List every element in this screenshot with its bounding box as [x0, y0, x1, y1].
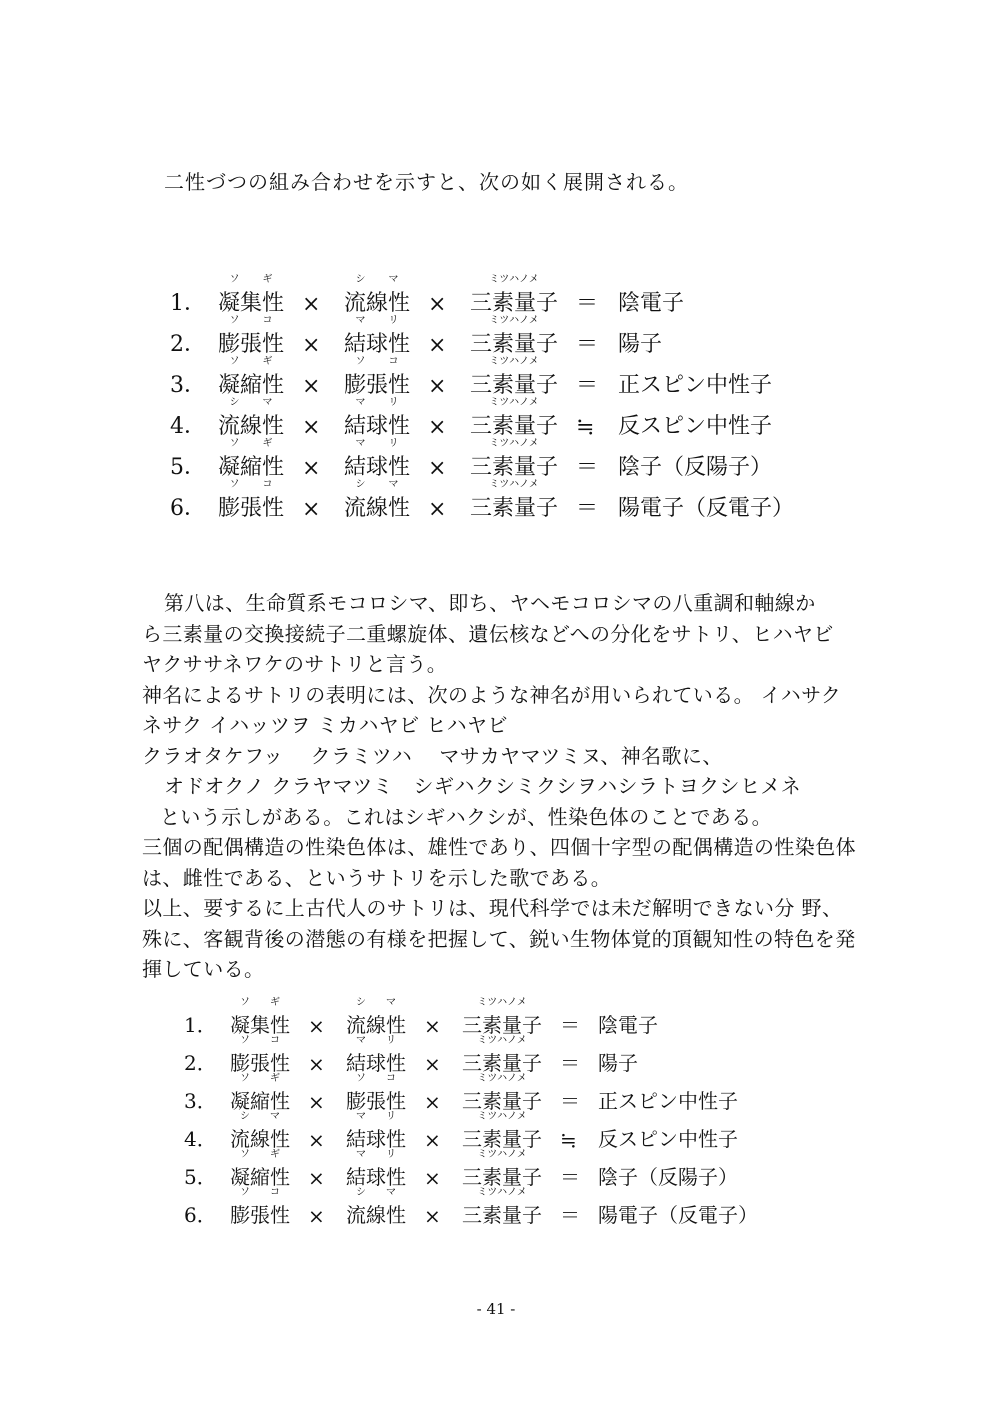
ruby-char: ソ [229, 274, 240, 285]
ruby-reading [230, 1188, 290, 1198]
ruby-char: マ [262, 397, 273, 408]
ruby-reading [218, 316, 284, 326]
equals-operator [560, 1199, 580, 1228]
equals-operator [576, 286, 598, 317]
ruby-char: ソ [229, 438, 240, 449]
row-number-text: 2． [184, 1051, 217, 1075]
ruby-reading [346, 1150, 406, 1160]
body-line: 神名によるサトリの表明には、次のような神名が用いられている。 イハサク [142, 682, 842, 707]
ruby-reading: ミツハノメ [477, 997, 527, 1008]
term-b-text: 膨張性 [346, 1089, 406, 1113]
term-b [344, 397, 411, 440]
ruby-char: コ [386, 1073, 396, 1084]
body-line: 第八は、生命質系モコロシマ、即ち、ヤヘモコロシマの八重調和軸線か [164, 591, 816, 615]
term-b-text: 結球性 [346, 1127, 406, 1151]
ruby-reading [346, 1074, 406, 1084]
ruby-char: シ [229, 397, 240, 408]
term-b [346, 997, 406, 1038]
term-c [462, 1149, 542, 1190]
term-b-text: 膨張性 [344, 373, 411, 398]
times-operator-text: × [428, 333, 447, 358]
row-number-text: 1． [170, 291, 206, 316]
ruby-reading: ミツハノメ [489, 438, 539, 449]
term-b [344, 356, 411, 399]
term-c-text: 三素量子 [462, 1013, 542, 1037]
equals-operator [576, 415, 594, 440]
ruby-char: コ [262, 315, 273, 326]
times-operator-text: × [308, 1090, 325, 1114]
term-b [346, 1035, 406, 1076]
term-b [344, 479, 411, 522]
times-operator [302, 456, 320, 481]
times-operator [428, 374, 446, 399]
times-operator [428, 415, 446, 440]
term-b [346, 1073, 406, 1114]
term-a-text: 凝集性 [230, 1013, 290, 1037]
times-operator-text: × [302, 374, 321, 399]
term-a-text: 凝縮性 [230, 1165, 290, 1189]
term-b-text: 結球性 [346, 1165, 406, 1189]
times-operator [428, 333, 446, 358]
times-operator [308, 1128, 325, 1152]
times-operator [428, 456, 446, 481]
equals-operator [560, 1085, 580, 1114]
ruby-reading [230, 1150, 290, 1160]
result [618, 368, 772, 399]
result [598, 1123, 738, 1152]
equals-operator [576, 491, 598, 522]
times-operator-text: × [428, 415, 447, 440]
term-a [218, 356, 285, 399]
times-operator-text: × [424, 1090, 441, 1114]
ruby-char: ギ [262, 356, 273, 367]
term-a [230, 1111, 290, 1152]
ruby-reading [218, 480, 284, 490]
ruby-reading [344, 398, 410, 408]
page-number: - 41 - [476, 1300, 516, 1318]
times-operator-text: × [424, 1052, 441, 1076]
ruby-reading [346, 998, 406, 1008]
ruby-char: ソ [240, 997, 250, 1008]
row-number-text: 4． [170, 414, 206, 439]
ruby-char: シ [356, 1187, 366, 1198]
equals-operator-text: ＝ [560, 1203, 580, 1227]
result-text: 正スピン中性子 [598, 1089, 738, 1113]
ruby-reading: ミツハノメ [489, 397, 539, 408]
times-operator [424, 1052, 441, 1076]
body-line: という示しがある。これはシギハクシが、性染色体のことである。 [160, 804, 772, 829]
term-c-text: 三素量子 [470, 496, 559, 521]
row-number [184, 1009, 217, 1038]
equals-operator-text: ＝ [576, 373, 599, 398]
intro-sentence: 二性づつの組み合わせを示すと、次の如く展開される。 [164, 170, 689, 194]
ruby-reading [218, 439, 284, 449]
result [618, 491, 794, 522]
term-a [218, 438, 285, 481]
ruby-reading [344, 357, 410, 367]
times-operator-text: × [302, 333, 321, 358]
result-text: 陽電子（反電子） [598, 1203, 758, 1227]
ruby-reading [344, 480, 410, 490]
result-text: 反スピン中性子 [618, 414, 773, 439]
ruby-reading [344, 275, 410, 285]
term-c [470, 274, 559, 317]
term-b-text: 結球性 [346, 1051, 406, 1075]
times-operator-text: × [308, 1052, 325, 1076]
row-number-text: 3． [170, 373, 206, 398]
result-text: 陽電子（反電子） [618, 496, 795, 521]
ruby-char: コ [270, 1035, 280, 1046]
equals-operator [576, 368, 598, 399]
ruby-char: リ [388, 315, 399, 326]
ruby-char: コ [388, 356, 399, 367]
ruby-reading [230, 1074, 290, 1084]
ruby-reading: ミツハノメ [477, 1035, 527, 1046]
equals-operator [560, 1161, 580, 1190]
ruby-reading [346, 1112, 406, 1122]
times-operator-text: × [308, 1128, 325, 1152]
body-line: 三個の配偶構造の性染色体は、雄性であり、四個十字型の配偶構造の性染色体 [142, 835, 856, 859]
term-a-text: 凝縮性 [218, 455, 285, 480]
result-text: 陰電子 [618, 291, 685, 316]
row-number-text: 6． [170, 496, 206, 521]
ruby-reading: ミツハノメ [489, 315, 539, 326]
ruby-char: マ [386, 1187, 396, 1198]
ruby-char: シ [240, 1111, 250, 1122]
result [618, 286, 684, 317]
times-operator-text: × [424, 1014, 441, 1038]
term-a [230, 1149, 290, 1190]
ruby-reading [230, 1036, 290, 1046]
equals-operator-text: ＝ [560, 1013, 580, 1037]
term-b [344, 274, 411, 317]
result [598, 1085, 738, 1114]
ruby-char: マ [388, 479, 399, 490]
term-a [218, 315, 285, 358]
body-line: 以上、要するに上古代人のサトリは、現代科学では未だ解明できない分 野、 [142, 896, 843, 920]
term-a-text: 膨張性 [230, 1203, 290, 1227]
ruby-char: ギ [270, 1149, 280, 1160]
term-b-text: 結球性 [344, 332, 411, 357]
body-line: クラオタケフッ クラミツハ マサカヤマツミヌ、神名歌に、 [142, 743, 723, 768]
times-operator [302, 497, 320, 522]
ruby-reading: ミツハノメ [489, 479, 539, 490]
ruby-reading [346, 1188, 406, 1198]
times-operator-text: × [424, 1128, 441, 1152]
term-a [230, 997, 290, 1038]
times-operator [302, 374, 320, 399]
equals-operator [576, 327, 598, 358]
term-c-text: 三素量子 [462, 1165, 542, 1189]
term-c [462, 1073, 542, 1114]
term-c [462, 997, 542, 1038]
body-text [142, 588, 862, 985]
term-a-text: 流線性 [218, 414, 285, 439]
term-a [230, 1187, 290, 1228]
body-line: ら三素量の交換接続子二重螺旋体、遺伝核などへの分化をサトリ、ヒハヤビ [142, 621, 834, 646]
ruby-char: マ [355, 397, 366, 408]
ruby-char: マ [356, 1035, 366, 1046]
ruby-char: ソ [240, 1035, 250, 1046]
ruby-reading [346, 1036, 406, 1046]
body-line: ヤクササネワケのサトリと言う。 [142, 652, 448, 676]
row-number [170, 286, 206, 317]
ruby-char: ギ [270, 1073, 280, 1084]
row-number [184, 1199, 217, 1228]
term-c [470, 315, 559, 358]
times-operator-text: × [302, 456, 321, 481]
ruby-char: ソ [240, 1149, 250, 1160]
ruby-char: シ [356, 997, 366, 1008]
times-operator [424, 1204, 441, 1228]
times-operator-text: × [302, 497, 321, 522]
result-text: 陰子（反陽子） [598, 1165, 738, 1189]
term-c [470, 397, 559, 440]
body-line: 殊に、客観背後の潜態の有様を把握して、鋭い生物体覚的頂観知性の特色を発 [142, 926, 856, 951]
ruby-reading: ミツハノメ [477, 1073, 527, 1084]
ruby-char: ソ [355, 356, 366, 367]
times-operator-text: × [428, 292, 447, 317]
ruby-reading [218, 275, 284, 285]
ruby-char: マ [356, 1149, 366, 1160]
ruby-reading: ミツハノメ [477, 1149, 527, 1160]
term-b [346, 1187, 406, 1228]
row-number-text: 5． [170, 455, 206, 480]
row-number [170, 491, 206, 522]
times-operator-text: × [424, 1166, 441, 1190]
ruby-char: ギ [270, 997, 280, 1008]
ruby-reading [344, 439, 410, 449]
times-operator [308, 1014, 325, 1038]
equals-operator [560, 1047, 580, 1076]
ruby-char: マ [355, 315, 366, 326]
ruby-reading: ミツハノメ [477, 1187, 527, 1198]
ruby-char: リ [386, 1111, 396, 1122]
ruby-reading: ミツハノメ [489, 274, 539, 285]
row-number [170, 450, 206, 481]
row-number-text: 1． [184, 1013, 217, 1037]
term-c-text: 三素量子 [462, 1127, 542, 1151]
times-operator-text: × [308, 1166, 325, 1190]
times-operator [428, 292, 446, 317]
ruby-char: ギ [262, 438, 273, 449]
ruby-char: マ [386, 997, 396, 1008]
term-b-text: 結球性 [344, 414, 411, 439]
equals-operator-text: ＝ [560, 1051, 580, 1075]
times-operator [308, 1090, 325, 1114]
term-c [470, 356, 559, 399]
times-operator-text: × [308, 1204, 325, 1228]
body-line: ネサク イハッツヲ ミカハヤビ ヒハヤビ [142, 713, 508, 737]
result-text: 陽子 [618, 332, 663, 357]
term-a [218, 274, 285, 317]
ruby-reading [230, 1112, 290, 1122]
equals-operator [576, 450, 598, 481]
term-c-text: 三素量子 [470, 291, 559, 316]
term-b [346, 1149, 406, 1190]
ruby-char: マ [388, 274, 399, 285]
times-operator [302, 292, 320, 317]
times-operator [302, 333, 320, 358]
result [598, 1009, 658, 1038]
term-a-text: 凝縮性 [218, 373, 285, 398]
ruby-char: ソ [229, 479, 240, 490]
times-operator [424, 1166, 441, 1190]
result [618, 450, 772, 481]
ruby-char: シ [355, 274, 366, 285]
term-c-text: 三素量子 [462, 1203, 542, 1227]
result [598, 1161, 738, 1190]
row-number-text: 4． [184, 1127, 217, 1151]
row-number-text: 3． [184, 1089, 217, 1113]
term-b [344, 315, 411, 358]
ruby-reading [218, 357, 284, 367]
term-c [462, 1111, 542, 1152]
ruby-char: コ [270, 1187, 280, 1198]
row-number [170, 409, 206, 440]
term-b [346, 1111, 406, 1152]
ruby-char: リ [386, 1035, 396, 1046]
term-b-text: 流線性 [344, 291, 411, 316]
term-c [470, 479, 559, 522]
term-c [462, 1035, 542, 1076]
term-a [230, 1035, 290, 1076]
body-line: 揮している。 [142, 957, 265, 981]
equals-operator-text: ≒ [576, 415, 595, 440]
ruby-char: シ [355, 479, 366, 490]
row-number [170, 327, 206, 358]
term-c-text: 三素量子 [470, 414, 559, 439]
equals-operator-text: ＝ [560, 1089, 580, 1113]
ruby-char: マ [355, 438, 366, 449]
equals-operator-text: ≒ [560, 1128, 577, 1152]
times-operator-text: × [302, 415, 321, 440]
times-operator-text: × [428, 497, 447, 522]
term-c [470, 438, 559, 481]
term-c-text: 三素量子 [462, 1089, 542, 1113]
equals-operator-text: ＝ [576, 455, 599, 480]
term-a-text: 膨張性 [218, 496, 285, 521]
times-operator [308, 1204, 325, 1228]
equals-operator [560, 1009, 580, 1038]
term-c-text: 三素量子 [470, 373, 559, 398]
ruby-reading: ミツハノメ [477, 1111, 527, 1122]
times-operator [424, 1128, 441, 1152]
term-a-text: 凝集性 [218, 291, 285, 316]
term-b-text: 流線性 [346, 1203, 406, 1227]
row-number-text: 5． [184, 1165, 217, 1189]
row-number [184, 1085, 217, 1114]
ruby-char: マ [356, 1111, 366, 1122]
ruby-char: リ [388, 438, 399, 449]
term-c-text: 三素量子 [462, 1051, 542, 1075]
equals-operator-text: ＝ [576, 496, 599, 521]
ruby-char: ソ [240, 1187, 250, 1198]
ruby-char: ソ [240, 1073, 250, 1084]
term-b-text: 流線性 [346, 1013, 406, 1037]
term-b [344, 438, 411, 481]
term-c [462, 1187, 542, 1228]
term-a [218, 397, 285, 440]
result-text: 反スピン中性子 [598, 1127, 738, 1151]
times-operator-text: × [424, 1204, 441, 1228]
equals-operator-text: ＝ [560, 1165, 580, 1189]
row-number [184, 1123, 217, 1152]
ruby-char: ソ [356, 1073, 366, 1084]
row-number [170, 368, 206, 399]
times-operator [424, 1090, 441, 1114]
row-number-text: 6． [184, 1203, 217, 1227]
times-operator [302, 415, 320, 440]
equals-operator [560, 1128, 577, 1152]
term-c-text: 三素量子 [470, 455, 559, 480]
ruby-char: ソ [229, 315, 240, 326]
result-text: 陽子 [598, 1051, 638, 1075]
times-operator [424, 1014, 441, 1038]
ruby-char: マ [270, 1111, 280, 1122]
times-operator-text: × [308, 1014, 325, 1038]
ruby-reading [344, 316, 410, 326]
result [618, 409, 772, 440]
ruby-char: コ [262, 479, 273, 490]
term-a [218, 479, 285, 522]
row-number [184, 1047, 217, 1076]
row-number-text: 2． [170, 332, 206, 357]
term-a-text: 凝縮性 [230, 1089, 290, 1113]
term-a [230, 1073, 290, 1114]
equals-operator-text: ＝ [576, 332, 599, 357]
ruby-char: ソ [229, 356, 240, 367]
row-number [184, 1161, 217, 1190]
result [598, 1199, 758, 1228]
term-c-text: 三素量子 [470, 332, 559, 357]
ruby-char: リ [388, 397, 399, 408]
equals-operator-text: ＝ [576, 291, 599, 316]
term-b-text: 流線性 [344, 496, 411, 521]
times-operator-text: × [302, 292, 321, 317]
times-operator [428, 497, 446, 522]
ruby-reading [230, 998, 290, 1008]
result-text: 正スピン中性子 [618, 373, 773, 398]
result [598, 1047, 638, 1076]
term-a-text: 膨張性 [230, 1051, 290, 1075]
body-line: オドオクノ クラヤマツミ シギハクシミクシヲハシラトヨクシヒメネ [164, 774, 802, 798]
ruby-reading: ミツハノメ [489, 356, 539, 367]
ruby-reading [218, 398, 284, 408]
times-operator [308, 1052, 325, 1076]
result-text: 陰電子 [598, 1013, 658, 1037]
ruby-char: ギ [262, 274, 273, 285]
ruby-char: リ [386, 1149, 396, 1160]
times-operator-text: × [428, 374, 447, 399]
term-a-text: 膨張性 [218, 332, 285, 357]
result-text: 陰子（反陽子） [618, 455, 773, 480]
body-line: は、雌性である、というサトリを示した歌である。 [142, 865, 612, 890]
times-operator [308, 1166, 325, 1190]
result [618, 327, 662, 358]
times-operator-text: × [428, 456, 447, 481]
term-a-text: 流線性 [230, 1127, 290, 1151]
term-b-text: 結球性 [344, 455, 411, 480]
